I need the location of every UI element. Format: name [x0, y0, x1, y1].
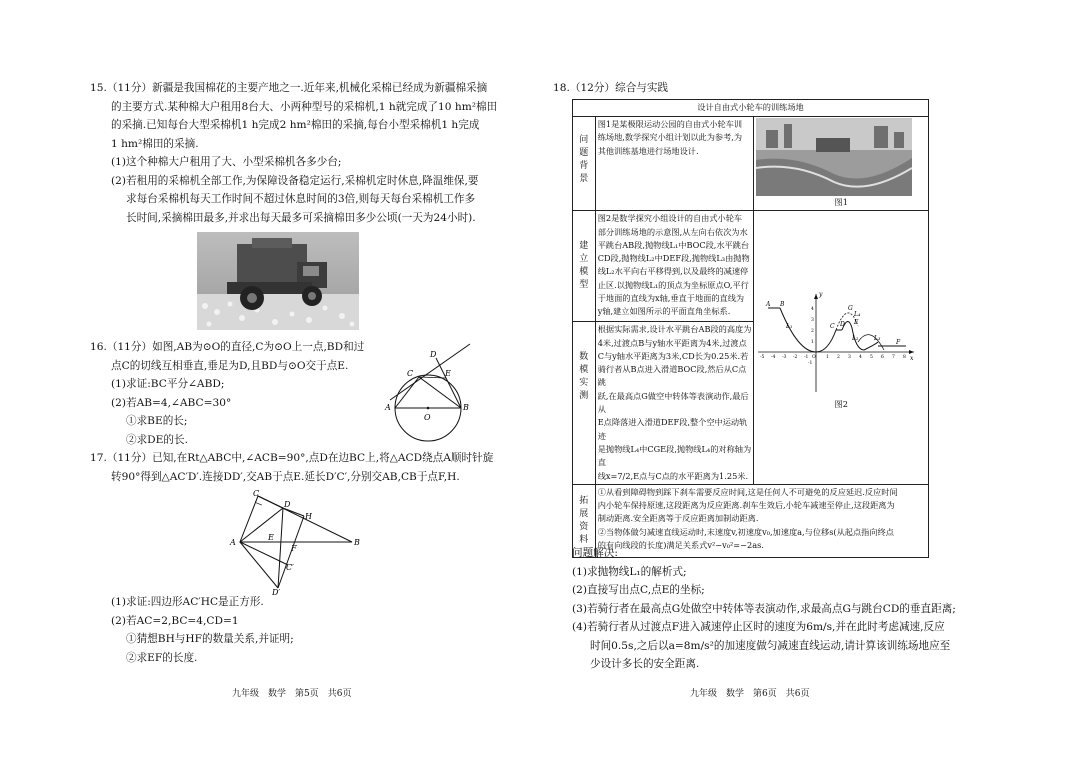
- graph-label: y: [819, 290, 823, 298]
- tri-label: C′: [286, 563, 294, 572]
- x-tick: 3: [848, 354, 852, 360]
- q16-line: ②求DE的长.: [126, 433, 188, 446]
- x-tick: -3: [782, 354, 787, 360]
- tri-label: C: [253, 489, 260, 498]
- q15-line: 的主要方式.某种棉大户租用8台大、小两种型号的采棉机,1 h就完成了10 hm²棉田: [111, 100, 498, 113]
- q15-line: (2)若租用的采棉机全部工作,为保障设备稳定运行,采棉机定时休息,降温维保,要: [111, 174, 479, 187]
- question-line: (3)若骑行者在最高点G处做空中转体等表演动作,求最高点G与跳台CD的垂直距离;: [572, 602, 956, 615]
- graph-label: A: [766, 300, 771, 308]
- x-tick: 1: [826, 354, 830, 360]
- row-label: 建立模型: [577, 240, 588, 293]
- graph-label: F: [896, 338, 901, 346]
- circle-label: B: [463, 403, 469, 412]
- graph-label: B: [780, 300, 785, 308]
- row-text: ①从看到障碍物到踩下刹车需要反应时间,这是任何人不可避免的反应延迟.反应时间 内小轮车保持原速,这段距离为反应距离.刹车生效后,小轮车减速至停止,这段距离为 制动距离.安全距离等于反应距离加制动距离. ②当物体做匀减速直线运动时,末速度v,初速度v₀,加速度a,与位移s(从起点指向终点 的有向线段的长度)满足关系式v²−v₀²=−2as.: [595, 484, 928, 557]
- q15-line: 的采摘.已知每台大型采棉机1 h完成2 hm²棉田的采摘,每台小型采棉机1 h完成: [111, 119, 480, 131]
- triangle-figure: [228, 488, 368, 598]
- circle-label: O: [424, 413, 431, 422]
- fig2-cell: [754, 211, 929, 485]
- x-tick: -4: [771, 354, 776, 360]
- question-line: (2)直接写出点C,点E的坐标;: [572, 584, 705, 596]
- x-tick: 5: [870, 354, 874, 360]
- graph-label: L₂: [852, 334, 859, 342]
- y-tick: 1: [811, 339, 815, 345]
- x-tick: -5: [760, 354, 765, 360]
- question-line: (4)若骑行者从过渡点F进入减速停止区时的速度为6m/s,并在此时考虑减速,反应: [572, 621, 945, 633]
- circle-label: C: [407, 369, 414, 378]
- x-tick: -2: [793, 354, 798, 360]
- q15-line: 1 hm²棉田的采摘.: [111, 137, 199, 150]
- q17-line: (1)求证:四边形AC′HC是正方形.: [111, 596, 264, 608]
- q16-line: (2)若AB=4,∠ABC=30°: [111, 396, 232, 409]
- skatepark-photo: [756, 118, 912, 196]
- fig2-caption: 图2: [834, 399, 848, 410]
- row-label: 问题背景: [577, 134, 588, 186]
- tri-label: D′: [272, 588, 281, 597]
- y-tick: 4: [811, 306, 815, 312]
- q18-title: 18.（12分）综合与实践: [553, 82, 669, 94]
- x-tick: 7: [892, 354, 896, 360]
- cotton-harvester-photo: [197, 232, 359, 330]
- graph-label: E: [854, 318, 859, 326]
- x-tick: O: [812, 354, 817, 360]
- question-line: (1)求抛物线L₁的解析式;: [572, 565, 687, 578]
- x-tick: 8: [903, 354, 907, 360]
- row-text: 根据实际需求,设计水平跳台AB段的高度为 4米,过渡点B与y轴水平距离为4米,过渡点 C与y轴水平距离为3米,CD长为0.25米.若 骑行者从B点进入滑道BOC段,然后从C点跳 跃,在最高点G做空中转体等表演动作,最后从 E点降落进入滑道DEF段,整个空中运动轨迹 是抛物线L₄中CGE段,抛物线L₄的对称轴为直 线x=7/2,E点与C点的水平距离为1.25米.: [595, 322, 754, 485]
- question-line: 少设计多长的安全距离.: [590, 658, 700, 670]
- q18-table: [572, 99, 929, 558]
- fig1-caption: 图1: [834, 197, 848, 207]
- y-tick: -1: [808, 360, 813, 366]
- graph-label: L₃: [874, 334, 881, 342]
- tri-label: E: [268, 533, 274, 542]
- q17-line: ②求EF的长度.: [126, 651, 198, 664]
- graph-label: L₄: [854, 310, 861, 318]
- q17-line: ①猜想BH与HF的数量关系,并证明;: [126, 633, 294, 645]
- row-label: 数模实测: [577, 351, 588, 404]
- q15-line: 求每台采棉机每天工作时间不超过休息时间的3倍,则每天每台采棉机工作多: [126, 193, 476, 205]
- q15-line: 长时间,采摘棉田最多,并求出每天最多可采摘棉田多少公顷(一天为24小时).: [126, 211, 476, 224]
- table-title: 设计自由式小轮车的训练场地: [573, 100, 929, 117]
- graph-label: L₁: [786, 322, 793, 330]
- tri-label: A: [230, 538, 236, 547]
- right-page: [540, 0, 1080, 763]
- fig2-graph: [756, 284, 918, 394]
- circle-label: A: [385, 403, 391, 412]
- q15-line: 15.（11分）新疆是我国棉花的主要产地之一.近年来,机械化采棉已经成为新疆棉采摘: [90, 82, 488, 94]
- page-footer: 九年级 数学 第5页 共6页: [232, 689, 352, 699]
- row-text: 图1是某极限运动公园的自由式小轮车训 练场地,数学探究小组计划以此为参考,为 其他训练基地进行场地设计.: [595, 117, 754, 211]
- x-tick: 4: [859, 354, 863, 360]
- q16-line: 16.（11分）如图,AB为⊙O的直径,C为⊙O上一点,BD和过: [90, 341, 365, 353]
- q16-line: (1)求证:BC平分∠ABD;: [111, 378, 225, 390]
- y-tick: 2: [811, 328, 815, 334]
- q16-line: ①求BE的长;: [126, 415, 188, 427]
- circle-figure: [380, 340, 480, 450]
- circle-label: E: [445, 369, 451, 378]
- graph-label: D: [840, 320, 846, 328]
- graph-label: x: [910, 354, 914, 362]
- fig1-cell: [754, 117, 929, 211]
- row-text: 图2是数学探究小组设计的自由式小轮车 部分训练场地的示意图,从左向右依次为水 平跳台AB段,抛物线L₁中BOC段,水平跳台 CD段,抛物线L₂中DEF段,抛物线L₃由抛物 线L₂水平向右平移得到,以及最终的减速停 止区.以抛物线L₁的顶点为坐标原点O,平行 于地面的直线为x轴,垂直于地面的直线为 y轴,建立如图所示的平面直角坐标系.: [595, 211, 754, 322]
- row-label: 拓展资料: [577, 494, 588, 547]
- question-line: 时间0.5s,之后以a=8m/s²的加速度做匀减速直线运动,请计算该训练场地应至: [590, 639, 951, 652]
- x-tick: -1: [804, 354, 809, 360]
- q17-line: 转90°得到△AC′D′.连接DD′,交AB于点E.延长D′C′,分别交AB,CB于点F,H.: [111, 470, 460, 483]
- tri-label: H: [305, 512, 312, 521]
- q17-line: (2)若AC=2,BC=4,CD=1: [111, 614, 239, 627]
- question-line: 问题解决:: [572, 547, 618, 559]
- q16-line: 点C的切线互相垂直,垂足为D,且BD与⊙O交于点E.: [111, 359, 349, 372]
- q15-line: (1)这个种棉大户租用了大、小型采棉机各多少台;: [111, 156, 342, 168]
- graph-label: G: [848, 304, 854, 312]
- x-tick: 2: [837, 354, 841, 360]
- page-footer: 九年级 数学 第6页 共6页: [690, 689, 810, 699]
- tri-label: F: [291, 544, 297, 553]
- graph-label: C: [830, 322, 836, 330]
- tri-label: B: [354, 538, 360, 547]
- q17-line: 17.（11分）已知,在Rt△ABC中,∠ACB=90°,点D在边BC上,将△ACD绕点A顺时针旋: [90, 452, 494, 464]
- x-tick: 6: [881, 354, 885, 360]
- tri-label: D: [284, 500, 291, 509]
- circle-label: D: [430, 350, 437, 359]
- y-tick: 3: [811, 317, 815, 323]
